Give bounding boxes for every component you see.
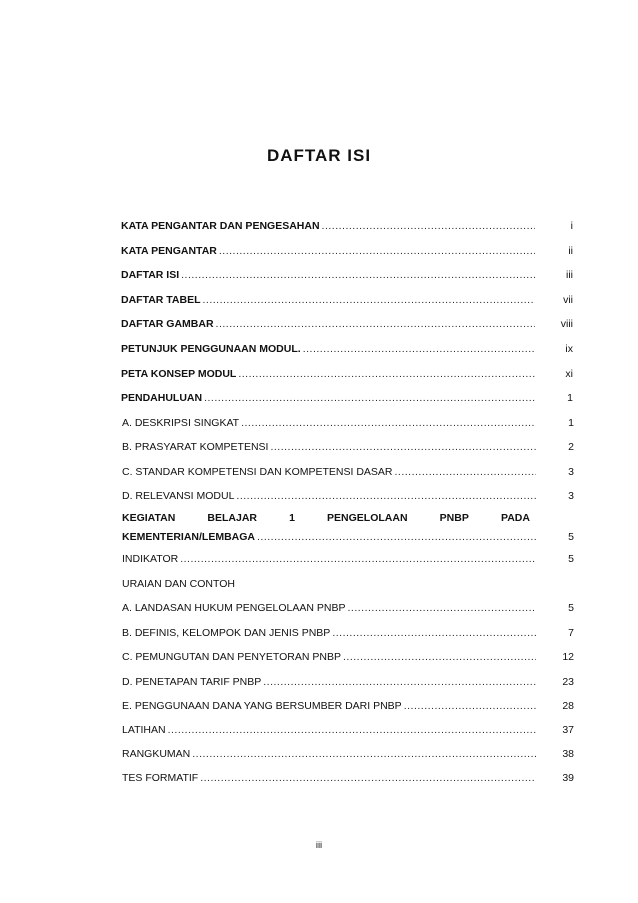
toc-entry-page: ii bbox=[568, 245, 573, 257]
toc-leader-dots bbox=[203, 294, 535, 306]
toc-leader-dots bbox=[180, 553, 536, 565]
toc-entry-page: 1 bbox=[568, 417, 574, 429]
toc-leader-dots bbox=[204, 392, 535, 404]
toc-leader-dots bbox=[263, 676, 536, 688]
toc-entry-label: DAFTAR TABEL bbox=[121, 294, 201, 306]
toc-entry-page: 1 bbox=[567, 392, 573, 404]
toc-leader-dots bbox=[200, 772, 536, 784]
toc-entry-label: D. PENETAPAN TARIF PNBP bbox=[122, 676, 262, 688]
toc-entry[interactable] bbox=[121, 392, 573, 408]
page-number: iii bbox=[315, 840, 323, 851]
toc-entry[interactable] bbox=[121, 318, 573, 334]
toc-entry-page: i bbox=[570, 220, 573, 232]
toc-entry-page: 7 bbox=[568, 627, 574, 639]
toc-entry-page: vii bbox=[563, 294, 573, 306]
toc-entry-label: D. RELEVANSI MODUL bbox=[122, 490, 235, 502]
toc-entry[interactable] bbox=[122, 772, 574, 788]
toc-entry[interactable] bbox=[122, 441, 574, 457]
heading-word: KEGIATAN bbox=[122, 512, 176, 524]
toc-entry-label: PETA KONSEP MODUL bbox=[121, 368, 237, 380]
toc-entry[interactable] bbox=[121, 220, 573, 236]
heading-word: PADA bbox=[500, 512, 530, 524]
heading-word: PENGELOLAAN bbox=[327, 512, 408, 524]
heading-word: BELAJAR bbox=[207, 512, 257, 524]
toc-leader-dots bbox=[257, 531, 536, 543]
toc-entry[interactable] bbox=[122, 651, 574, 667]
toc-entry-label: A. LANDASAN HUKUM PENGELOLAAN PNBP bbox=[122, 602, 346, 614]
toc-entry-page: 3 bbox=[568, 490, 574, 502]
toc-entry-page: 28 bbox=[562, 700, 574, 712]
toc-entry[interactable] bbox=[122, 553, 574, 569]
toc-entry[interactable] bbox=[121, 269, 573, 285]
toc-entry-page: viii bbox=[560, 318, 573, 330]
toc-entry-label: C. STANDAR KOMPETENSI DAN KOMPETENSI DASAR bbox=[122, 466, 393, 478]
toc-entry-page: ix bbox=[565, 343, 573, 355]
toc-entry-label: INDIKATOR bbox=[122, 553, 179, 565]
toc-entry[interactable] bbox=[121, 343, 573, 359]
toc-entry-page: 23 bbox=[562, 676, 574, 688]
toc-entry-label: B. DEFINIS, KELOMPOK DAN JENIS PNBP bbox=[122, 627, 331, 639]
toc-entry[interactable] bbox=[121, 294, 573, 310]
toc-leader-dots bbox=[332, 627, 536, 639]
toc-entry[interactable] bbox=[122, 724, 574, 740]
toc-leader-dots bbox=[395, 466, 536, 478]
toc-entry-page: iii bbox=[566, 269, 573, 281]
toc-entry[interactable] bbox=[122, 466, 574, 482]
toc-entry[interactable] bbox=[122, 602, 574, 618]
toc-leader-dots bbox=[322, 220, 535, 232]
toc-entry-label: DAFTAR GAMBAR bbox=[121, 318, 214, 330]
toc-entry[interactable] bbox=[122, 417, 574, 433]
toc-leader-dots bbox=[303, 343, 535, 355]
toc-entry-page: 38 bbox=[562, 748, 574, 760]
toc-entry-label: PENDAHULUAN bbox=[121, 392, 203, 404]
heading-word: 1 bbox=[289, 512, 295, 524]
toc-entry-page: 39 bbox=[562, 772, 574, 784]
toc-entry-label: TES FORMATIF bbox=[122, 772, 199, 784]
toc-leader-dots bbox=[238, 368, 535, 380]
toc-entry-label: URAIAN DAN CONTOH bbox=[122, 578, 235, 590]
toc-entry-no-page[interactable] bbox=[122, 578, 574, 594]
toc-leader-dots bbox=[241, 417, 536, 429]
toc-leader-dots bbox=[343, 651, 536, 663]
toc-entry-label: B. PRASYARAT KOMPETENSI bbox=[122, 441, 269, 453]
toc-entry-label: KATA PENGANTAR bbox=[121, 245, 217, 257]
toc-leader-dots bbox=[216, 318, 535, 330]
toc-entry-label: LATIHAN bbox=[122, 724, 166, 736]
toc-entry-page: 37 bbox=[562, 724, 574, 736]
toc-entry-label: C. PEMUNGUTAN DAN PENYETORAN PNBP bbox=[122, 651, 341, 663]
toc-entry[interactable] bbox=[122, 748, 574, 764]
toc-entry-page: 5 bbox=[568, 602, 574, 614]
toc-leader-dots bbox=[236, 490, 536, 502]
toc-entry-page: 2 bbox=[568, 441, 574, 453]
toc-entry-label: DAFTAR ISI bbox=[121, 269, 180, 281]
toc-leader-dots bbox=[347, 602, 536, 614]
toc-entry[interactable] bbox=[121, 368, 573, 384]
toc-entry[interactable] bbox=[122, 531, 574, 547]
toc-entry-label: KEMENTERIAN/LEMBAGA bbox=[122, 531, 255, 543]
toc-leader-dots bbox=[192, 748, 536, 760]
toc-leader-dots bbox=[181, 269, 535, 281]
toc-leader-dots bbox=[270, 441, 536, 453]
toc-entry-page: 3 bbox=[568, 466, 574, 478]
toc-entry-page: 5 bbox=[568, 531, 574, 543]
toc-entry-label: PETUNJUK PENGGUNAAN MODUL. bbox=[121, 343, 301, 355]
kegiatan-belajar-heading[interactable] bbox=[122, 512, 530, 524]
toc-entry-label: A. DESKRIPSI SINGKAT bbox=[122, 417, 240, 429]
toc-entry-label: E. PENGGUNAAN DANA YANG BERSUMBER DARI PNBP bbox=[122, 700, 402, 712]
toc-entry-page: xi bbox=[565, 368, 573, 380]
toc-entry[interactable] bbox=[122, 490, 574, 506]
toc-entry-label: KATA PENGANTAR DAN PENGESAHAN bbox=[121, 220, 320, 232]
toc-entry[interactable] bbox=[121, 245, 573, 261]
toc-entry-label: RANGKUMAN bbox=[122, 748, 191, 760]
heading-word: PNBP bbox=[439, 512, 469, 524]
toc-entry[interactable] bbox=[122, 676, 574, 692]
toc-leader-dots bbox=[219, 245, 535, 257]
toc-entry-page: 5 bbox=[568, 553, 574, 565]
toc-entry[interactable] bbox=[122, 700, 574, 716]
toc-leader-dots bbox=[404, 700, 536, 712]
toc-entry[interactable] bbox=[122, 627, 574, 643]
toc-leader-dots bbox=[168, 724, 536, 736]
page-title: DAFTAR ISI bbox=[266, 146, 372, 165]
toc-entry-page: 12 bbox=[562, 651, 574, 663]
